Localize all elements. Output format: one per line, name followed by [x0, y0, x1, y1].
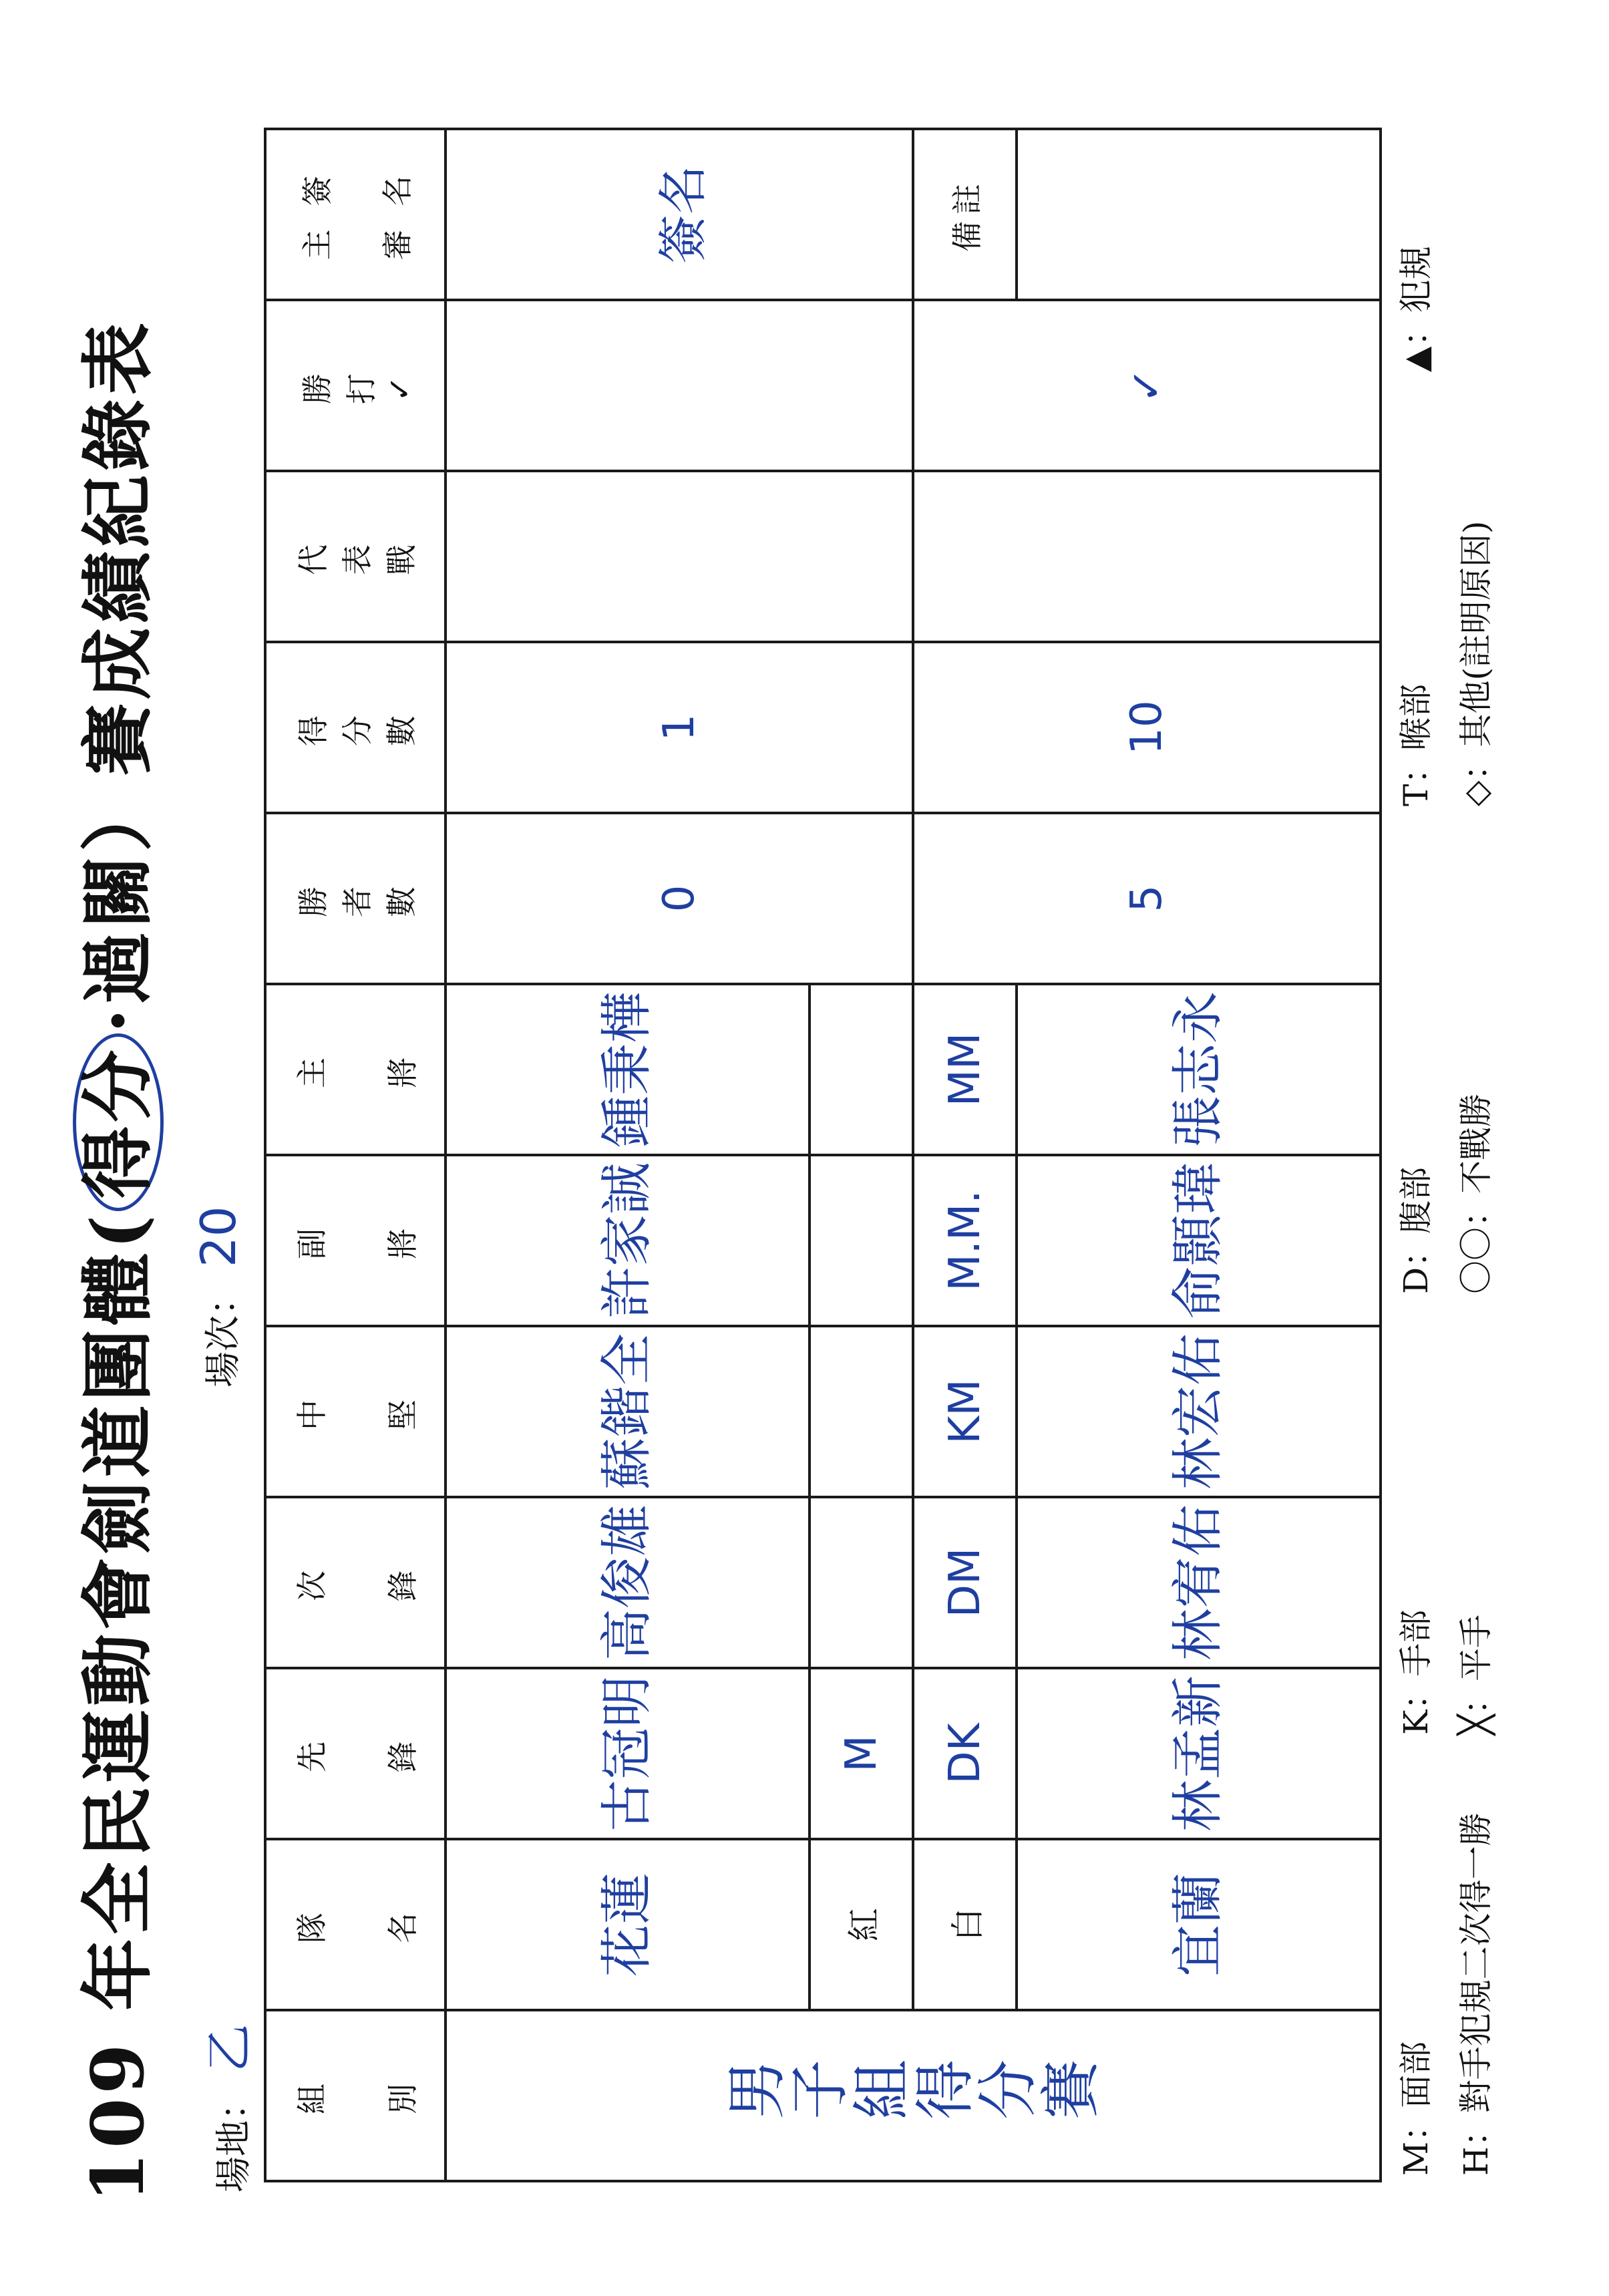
white-rep [913, 471, 1381, 642]
red-points: 1 [445, 642, 913, 813]
red-taisho-result [810, 984, 913, 1155]
red-taisho: 鍾秉樺 [445, 984, 810, 1155]
legend-h: H：對手犯規二次得一勝 [1457, 1812, 1495, 2176]
header-senpo: 先 鋒 [265, 1668, 445, 1839]
round-value: 20 [190, 1206, 246, 1267]
white-side-label: 白 [913, 1839, 1017, 2010]
referee-signature: 簽名 [445, 129, 913, 300]
red-senpo-result: M [810, 1668, 913, 1839]
red-fukusho: 許家誠 [445, 1155, 810, 1326]
header-taisho: 主 將 [265, 984, 445, 1155]
legend-draw: ╳：平手 [1457, 1614, 1495, 1735]
legend-walkover: 〇〇：不戰勝 [1457, 1094, 1495, 1294]
red-winner [445, 300, 913, 471]
legend-other: ◇：其他(註明原因) [1457, 520, 1495, 806]
red-senpo: 古冠明 [445, 1668, 810, 1839]
red-side-label: 紅 [810, 1839, 913, 2010]
white-chuken-result: KM [913, 1326, 1017, 1497]
header-chuken: 中 堅 [265, 1326, 445, 1497]
red-player-row [445, 129, 810, 2181]
title-circled-option: 得分 [73, 1033, 164, 1211]
legend-t: T：喉部 [1397, 683, 1435, 806]
legend-d: D：腹部 [1397, 1166, 1435, 1294]
white-result-row [913, 129, 1017, 2181]
header-team: 隊 名 [265, 1839, 445, 2010]
red-chuken: 蘇鍇全 [445, 1326, 810, 1497]
white-senpo: 林孟新 [1017, 1668, 1381, 1839]
header-jiho: 次 鋒 [265, 1497, 445, 1668]
header-row [265, 129, 445, 2181]
header-referee: 主 簽 審 名 [265, 129, 445, 300]
title-after: ·過關）賽成績紀錄表 [76, 319, 160, 1033]
white-taisho-result: MM [913, 984, 1017, 1155]
red-fukusho-result [810, 1155, 913, 1326]
group-value: 男子組得分賽 [445, 2010, 1381, 2181]
legend-m: M：面部 [1397, 2041, 1435, 2176]
legend-foul: ▲：犯規 [1397, 246, 1435, 372]
title-before: 年全民運動會劍道團體( [76, 1210, 160, 2011]
white-taisho: 張志永 [1017, 984, 1381, 1155]
white-points: 10 [913, 642, 1381, 813]
remarks-value [1017, 129, 1381, 300]
venue-value: 乙 [201, 2023, 257, 2072]
legend-k: K：手部 [1397, 1609, 1435, 1735]
red-rep [445, 471, 913, 642]
page-title [60, 319, 164, 2202]
header-rep: 代 表 戰 [265, 471, 445, 642]
venue-label: 場地： [212, 2084, 254, 2192]
white-jiho-result: DM [913, 1497, 1017, 1668]
red-team-name: 花蓮 [445, 1839, 810, 2010]
title-year: 109 [76, 2039, 160, 2202]
white-fukusho: 俞顥瑋 [1017, 1155, 1381, 1326]
white-wins: 5 [913, 813, 1381, 984]
white-fukusho-result: M.M. [913, 1155, 1017, 1326]
venue-line [190, 2024, 260, 2192]
header-winner: 勝 打 ✓ [265, 300, 445, 471]
score-table [264, 128, 1382, 2182]
red-jiho-result [810, 1497, 913, 1668]
header-group: 組 別 [265, 2010, 445, 2181]
white-team-name: 宜蘭 [1017, 1839, 1381, 2010]
red-wins: 0 [445, 813, 913, 984]
white-chuken: 林宏佑 [1017, 1326, 1381, 1497]
round-line [190, 1206, 246, 1387]
red-jiho: 高俊雄 [445, 1497, 810, 1668]
white-senpo-result: DK [913, 1668, 1017, 1839]
header-wins: 勝 者 數 [265, 813, 445, 984]
header-fukusho: 副 將 [265, 1155, 445, 1326]
red-chuken-result [810, 1326, 913, 1497]
round-label: 場次： [202, 1279, 244, 1387]
white-winner: ✓ [913, 300, 1381, 471]
remarks-label: 備註 [913, 129, 1017, 300]
header-points: 得 分 數 [265, 642, 445, 813]
white-jiho: 林宥佑 [1017, 1497, 1381, 1668]
